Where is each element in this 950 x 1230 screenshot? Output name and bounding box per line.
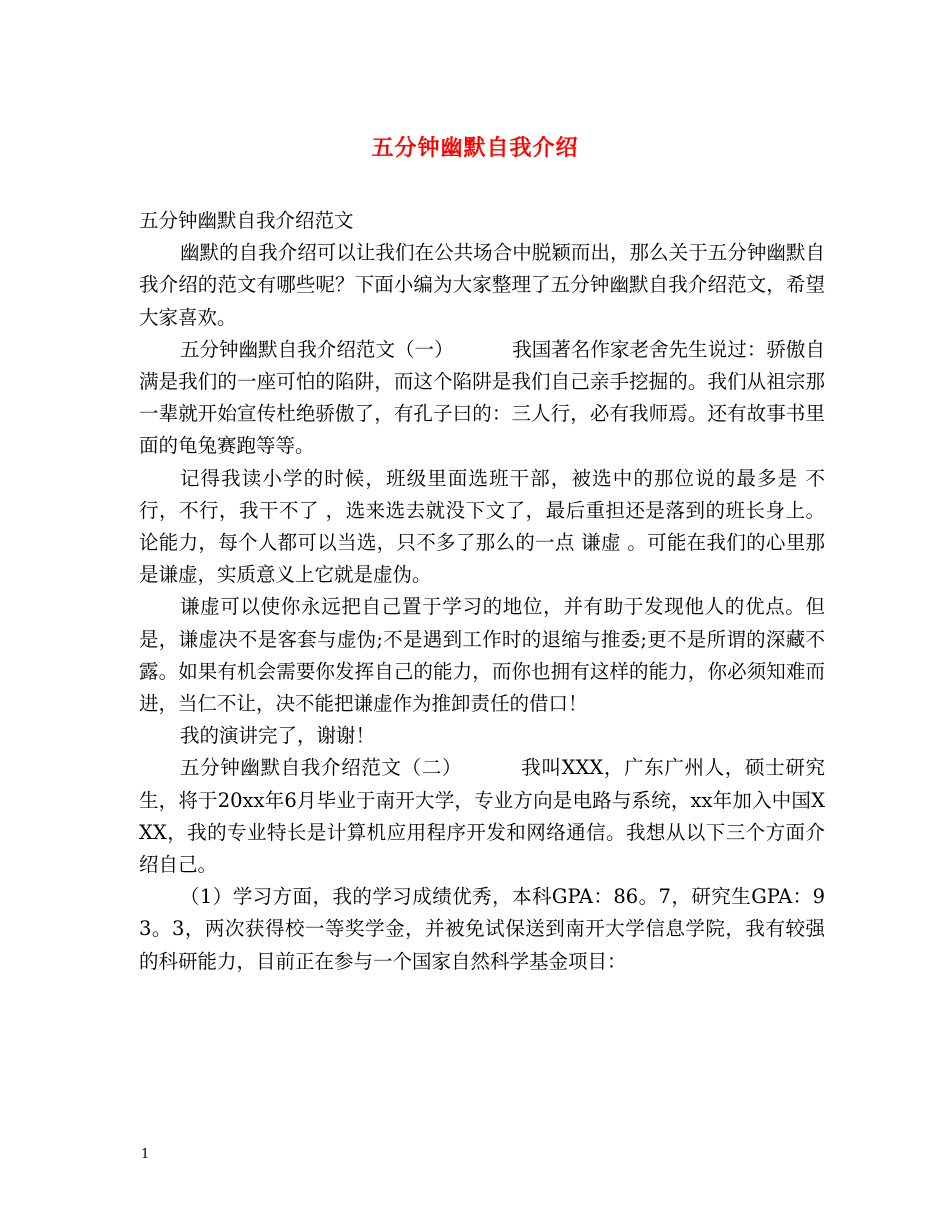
paragraph-section-one (139, 334, 825, 463)
paragraph-modesty: 谦虚可以使你永远把自己置于学习的地位，并有助于发现他人的优点。但是，谦虚决不是客套与虚伪;不是遇到工作时的退缩与推委;更不是所谓的深藏不露。如果有机会需要你发挥自己的能力，而你也拥有这样的能力，你必须知难而进，当仁不让，决不能把谦虚作为推卸责任的借口！ (139, 595, 825, 716)
section-two-text: 我叫XXX，广东广州人，硕士研究生，将于20xx年6月毕业于南开大学，专业方向是电路与系统，xx年加入中国XXX，我的专业特长是计算机应用程序开发和网络通信。我想从以下三个方面介绍自己。 (139, 756, 825, 877)
page-number: 1 (141, 1147, 150, 1162)
section-heading-two: 五分钟幽默自我介绍范文（二） (179, 756, 463, 780)
section-one-text: 我国著名作家老舍先生说过：骄傲自满是我们的一座可怕的陷阱，而这个陷阱是我们自己亲手挖掘的。我们从祖宗那一辈就开始宣传杜绝骄傲了，有孔子曰的：三人行，必有我师焉。还有故事书里面的龟兔赛跑等等。 (139, 337, 825, 458)
paragraph-intro: 幽默的自我介绍可以让我们在公共场合中脱颖而出，那么关于五分钟幽默自我介绍的范文有哪些呢？下面小编为大家整理了五分钟幽默自我介绍范文，希望大家喜欢。 (139, 241, 825, 329)
paragraph-class-leader: 记得我读小学的时候，班级里面选班干部，被选中的那位说的最多是 不行，不行，我干不了 ，选来选去就没下文了，最后重担还是落到的班长身上。论能力，每个人都可以当选，只不多了那么的一点 谦虚 。可能在我们的心里那是谦虚，实质意义上它就是虚伪。 (139, 466, 825, 587)
paragraph-section-two (139, 752, 825, 881)
document-title: 五分钟幽默自我介绍 (371, 135, 579, 161)
subtitle: 五分钟幽默自我介绍范文 (139, 209, 354, 232)
paragraph-study: （1）学习方面，我的学习成绩优秀，本科GPA：86。7，研究生GPA：93。3，两次获得校一等奖学金，并被免试保送到南开大学信息学院，我有较强的科研能力，目前正在参与一个国家自然科学基金项目： (139, 885, 825, 973)
paragraph-closing: 我的演讲完了，谢谢！ (179, 724, 375, 748)
document-body (139, 205, 825, 978)
section-heading-one: 五分钟幽默自我介绍范文（一） (179, 337, 454, 361)
